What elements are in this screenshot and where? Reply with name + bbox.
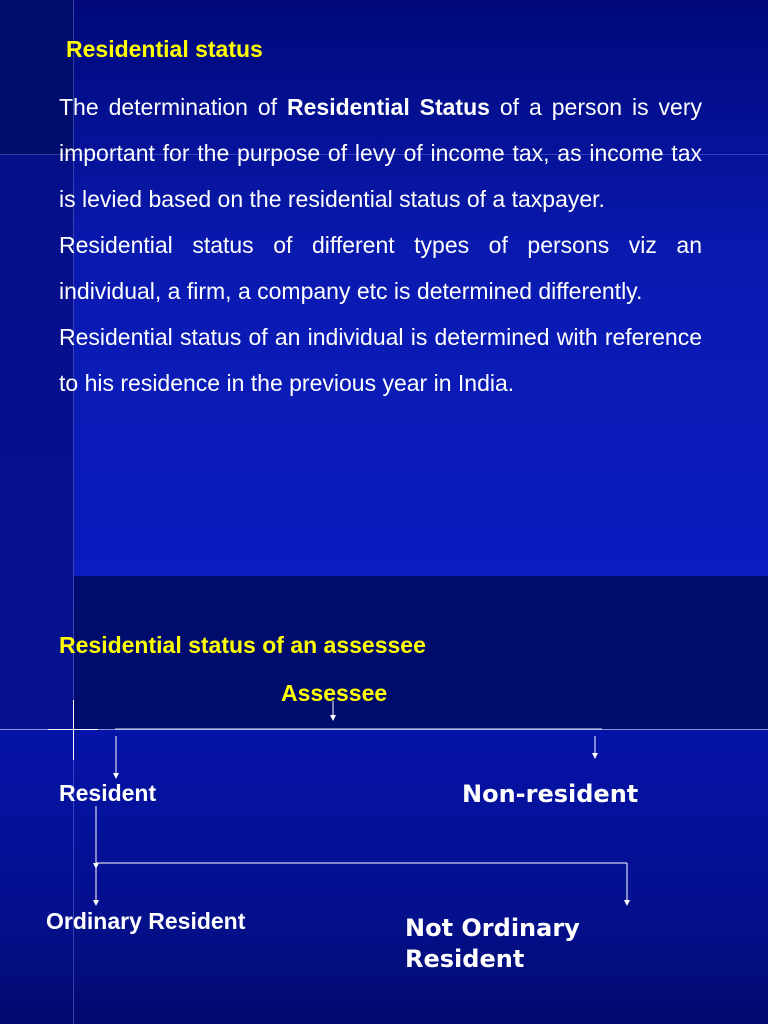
diagram-title: Residential status of an assessee xyxy=(59,632,426,658)
paragraph-1-end: of a person is very important for the purpose of levy of income tax, as income tax is levied based on the residential status of a taxpayer. xyxy=(59,94,702,212)
node-not-ordinary-resident: Not Ordinary Resident xyxy=(405,914,580,973)
node-assessee: Assessee xyxy=(281,680,388,706)
paragraph-2: Residential status of different types of persons viz an individual, a firm, a company etc is determined differently. xyxy=(59,232,702,304)
slide-title: Residential status xyxy=(66,36,263,62)
paragraph-1-bold: Residential Status xyxy=(287,94,490,120)
paragraph-1-start: The determination of xyxy=(59,94,287,120)
node-non-resident: Non-resident xyxy=(462,780,639,808)
node-resident: Resident xyxy=(59,780,157,806)
paragraph-3: Residential status of an individual is determined with reference to his residence in the previous year in India. xyxy=(59,324,702,396)
node-ordinary-resident: Ordinary Resident xyxy=(46,908,246,934)
